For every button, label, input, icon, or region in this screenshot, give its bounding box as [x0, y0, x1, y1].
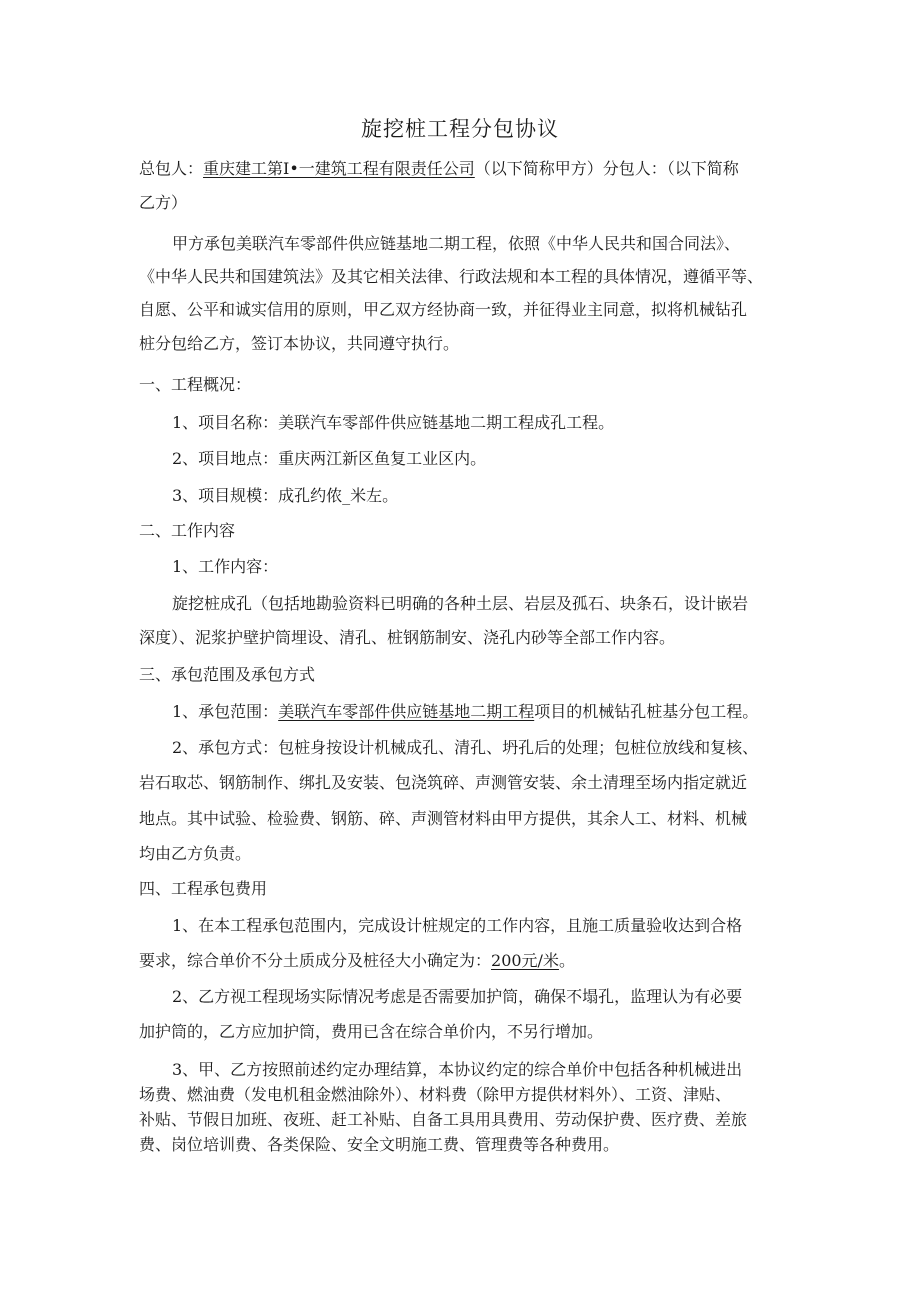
parties-rest: （以下简称甲方）分包人：（以下简称	[474, 159, 739, 178]
price-suffix: 。	[558, 951, 575, 970]
list-item: 2、项目地点：重庆两江新区鱼复工业区内。	[172, 449, 487, 468]
sub-heading: 1、工作内容：	[172, 557, 279, 576]
paragraph-line: 深度）、泥浆护壁护筒埋设、清孔、桩钢筋制安、浇孔内砂等全部工作内容。	[139, 628, 676, 647]
parties-line	[139, 158, 739, 180]
party-a-company: 重庆建工第I•一建筑工程有限责任公司	[203, 159, 475, 178]
scope-prefix: 1、承包范围：	[172, 702, 279, 721]
section-heading: 四、工程承包费用	[139, 879, 268, 898]
paragraph-line: 费、岗位培训费、各类保险、安全文明施工费、管理费等各种费用。	[139, 1135, 620, 1154]
paragraph-line: 2、乙方视工程现场实际情况考虑是否需要加护筒，确保不塌孔，监理认为有必要	[172, 987, 743, 1006]
paragraph-line: 补贴、节假日加班、夜班、赶工补贴、自备工具用具费用、劳动保护费、医疗费、差旅	[139, 1110, 748, 1129]
section-heading: 二、工作内容	[139, 521, 236, 540]
paragraph-line: 岩石取芯、钢筋制作、绑扎及安装、包浇筑碎、声测管安装、余土清理至场内指定就近	[139, 773, 748, 792]
paragraph-line: 场费、燃油费（发电机租金燃油除外）、材料费（除甲方提供材料外）、工资、津贴、	[139, 1085, 732, 1104]
paragraph-line: 地点。其中试验、检验费、钢筋、碎、声测管材料由甲方提供，其余人工、材料、机械	[139, 809, 748, 828]
intro-line: 桩分包给乙方，签订本协议，共同遵守执行。	[139, 334, 460, 353]
intro-line: 《中华人民共和国建筑法》及其它相关法律、行政法规和本工程的具体情况，遵循平等、	[139, 267, 764, 286]
document-title: 旋挖桩工程分包协议	[361, 117, 559, 141]
paragraph-line: 3、甲、乙方按照前述约定办理结算，本协议约定的综合单价中包括各种机械进出	[172, 1060, 743, 1079]
paragraph-line: 1、在本工程承包范围内，完成设计桩规定的工作内容，且施工质量验收达到合格	[172, 916, 743, 935]
paragraph-line: 2、承包方式：包桩身按设计机械成孔、清孔、坍孔后的处理；包桩位放线和复核、	[172, 738, 759, 757]
price-line	[139, 950, 575, 972]
unit-price: 200元/米	[491, 951, 559, 970]
paragraph-line: 加护筒的，乙方应加护筒，费用已含在综合单价内，不另行增加。	[139, 1022, 604, 1041]
paragraph-line: 均由乙方负责。	[139, 844, 252, 863]
intro-line: 甲方承包美联汽车零部件供应链基地二期工程，依照《中华人民共和国合同法》、	[172, 234, 741, 253]
paragraph-line: 旋挖桩成孔（包括地勘验资料已明确的各种土层、岩层及孤石、块条石，设计嵌岩	[172, 594, 749, 613]
intro-line: 自愿、公平和诚实信用的原则，甲乙双方经协商一致，并征得业主同意，拟将机械钻孔	[139, 300, 748, 319]
section-heading: 一、工程概况：	[139, 375, 252, 394]
scope-line	[172, 701, 758, 723]
scope-suffix: 项目的机械钻孔桩基分包工程。	[534, 702, 759, 721]
list-item: 1、项目名称：美联汽车零部件供应链基地二期工程成孔工程。	[172, 413, 615, 432]
section-heading: 三、承包范围及承包方式	[139, 665, 316, 684]
price-prefix: 要求，综合单价不分土质成分及桩径大小确定为：	[139, 951, 492, 970]
parties-line-2: 乙方）	[139, 193, 188, 212]
party-a-label: 总包人：	[139, 159, 204, 178]
list-item: 3、项目规模：成孔约侬_米左。	[172, 486, 399, 505]
scope-project-name: 美联汽车零部件供应链基地二期工程	[278, 702, 535, 721]
